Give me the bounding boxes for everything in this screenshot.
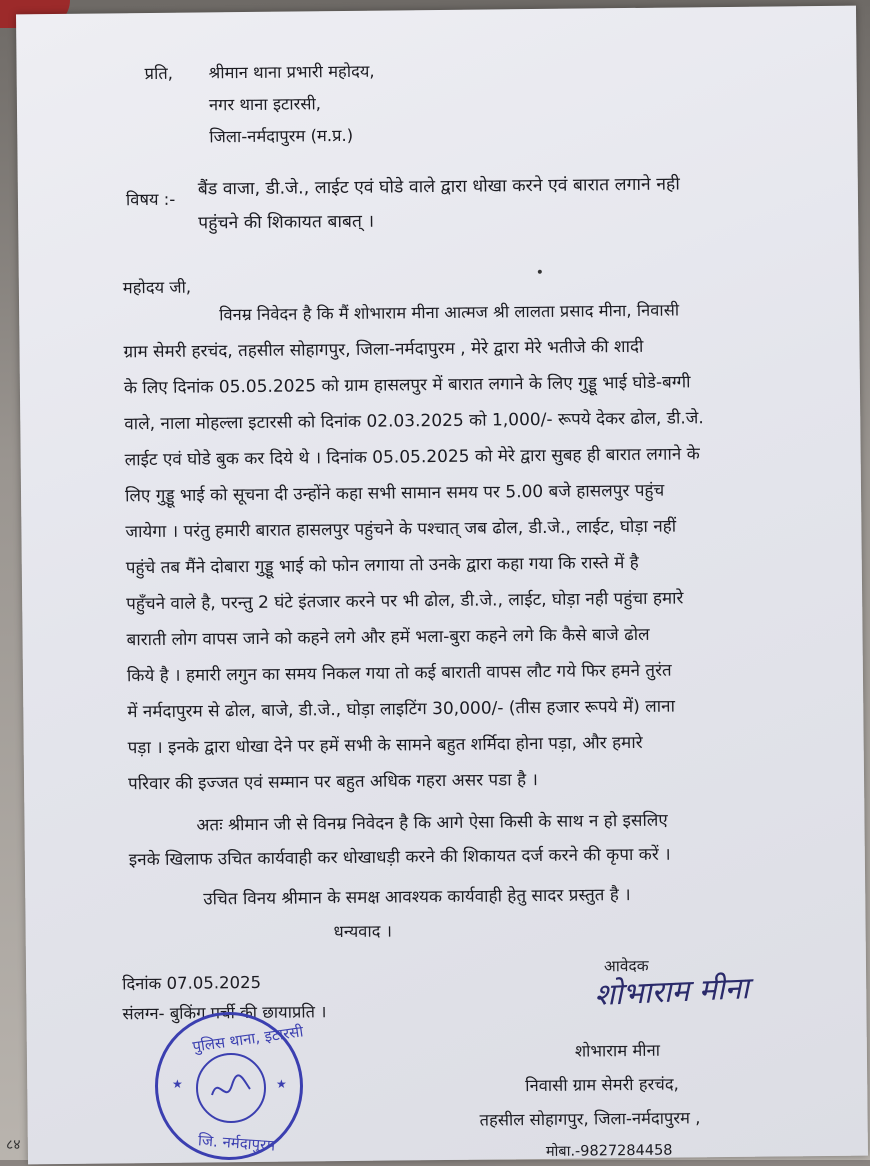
seal-top-text: पुलिस थाना, इटारसी [191,1022,305,1056]
body-line: जायेगा । परंतु हमारी बारात हासलपुर पहुंचने के पश्चात् जब ढोल, डी.जे., लाईट, घोड़ा नहीं [125,516,677,543]
seal-star-right: ★ [276,1077,287,1091]
body-line: लिए गुड्डू भाई को सूचना दी उन्होंने कहा सभी सामान समय पर 5.00 बजे हासलपुर पहुंच [124,480,665,507]
sender-mobile: मोबा.-9827284458 [545,1142,673,1160]
subject-label: विषय :- [125,189,176,210]
edge-mark: ८४ [6,1137,21,1153]
closing-line: उचित विनय श्रीमान के समक्ष आवश्यक कार्यवाही हेतु सादर प्रस्तुत है । [203,885,631,910]
request-line-2: इनके खिलाफ उचित कार्यवाही कर धोखाधड़ी करने की शिकायत दर्ज करने की कृपा करें । [128,844,671,871]
body-line: में नर्मदापुरम से ढोल, बाजे, डी.जे., घोड़ा लाइटिंग 30,000/- (तीस हजार रूपये में) लाना [127,696,676,723]
request-line-1: अतः श्रीमान जी से विनम्र निवेदन है कि आगे ऐसा किसी के साथ न हो इसलिए [196,810,668,836]
body-line: लाईट एवं घोडे बुक कर दिये थे । दिनांक 05.05.2025 को मेरे द्वारा सुबह ही बारात लगाने के [124,444,700,471]
body-line: पहुंचे तब मैंने दोबारा गुड्डू भाई को फोन लगाया तो उनके द्वारा कहा गया कि रास्ते में है [125,552,639,579]
sender-name: शोभाराम मीना [574,1040,661,1061]
stray-mark: • [535,264,545,282]
police-station-seal [155,1012,303,1160]
subject-line-1: बैंड वाजा, डी.जे., लाईट एवं घोडे वाले द्वारा धोखा करने एवं बारात लगाने नही [197,174,680,200]
sender-village: निवासी ग्राम सेमरी हरचंद, [525,1074,679,1096]
handwritten-signature: शोभाराम मीना [593,971,750,1014]
seal-bottom-text: जि. नर्मदापुरम [197,1131,276,1155]
body-line: के लिए दिनांक 05.05.2025 को ग्राम हासलपुर में बारात लगाने के लिए गुड्डू भाई घोडे-बग्गी [123,372,691,399]
body-line: पहुँचने वाले है, परन्तु 2 घंटे इंतजार करने पर भी ढोल, डी.जे., लाईट, घोड़ा नही पहुंचा हमारे [126,588,684,615]
recipient-line-3: जिला-नर्मदापुरम (म.प्र.) [209,125,354,147]
subject-line-2: पहुंचने की शिकायत बाबत् । [198,211,375,234]
recipient-line-1: श्रीमान थाना प्रभारी महोदय, [208,61,375,83]
seal-star-left: ★ [172,1077,183,1091]
date-line: दिनांक 07.05.2025 [122,972,262,994]
letter-paper [16,6,868,1165]
body-line: पड़ा । इनके द्वारा धोखा देने पर हमें सभी के सामने बहुत शर्मिदा होना पड़ा, और हमारे [127,732,643,759]
body-line: ग्राम सेमरी हरचंद, तहसील सोहागपुर, जिला-नर्मदापुरम , मेरे द्वारा मेरे भतीजे की शादी [123,336,644,363]
body-line: विनम्र निवेदन है कि मैं शोभाराम मीना आत्मज श्री लालता प्रसाद मीना, निवासी [219,300,680,325]
enclosure-line: संलग्न- बुकिंग पर्ची की छायाप्रति । [122,1002,327,1024]
seal-emblem [196,1053,266,1123]
sender-tehsil: तहसील सोहागपुर, जिला-नर्मदापुरम , [479,1108,701,1130]
applicant-label: आवेदक [603,956,649,976]
recipient-line-2: नगर थाना इटारसी, [208,94,322,115]
body-line: बाराती लोग वापस जाने को कहने लगे और हमें भला-बुरा कहने लगे कि कैसे बाजे ढोल [126,624,650,651]
body-line: किये है । हमारी लगुन का समय निकल गया तो कई बाराती वापस लौट गये फिर हमने तुरंत [126,660,672,687]
body-line: परिवार की इज्जत एवं सम्मान पर बहुत अधिक गहरा असर पडा है । [127,770,539,795]
thanks: धन्यवाद । [333,921,393,942]
salutation: महोदय जी, [122,277,192,298]
to-label: प्रति, [144,63,174,84]
body-line: वाले, नाला मोहल्ला इटारसी को दिनांक 02.03.2025 को 1,000/- रूपये देकर ढोल, डी.जे. [124,408,704,435]
